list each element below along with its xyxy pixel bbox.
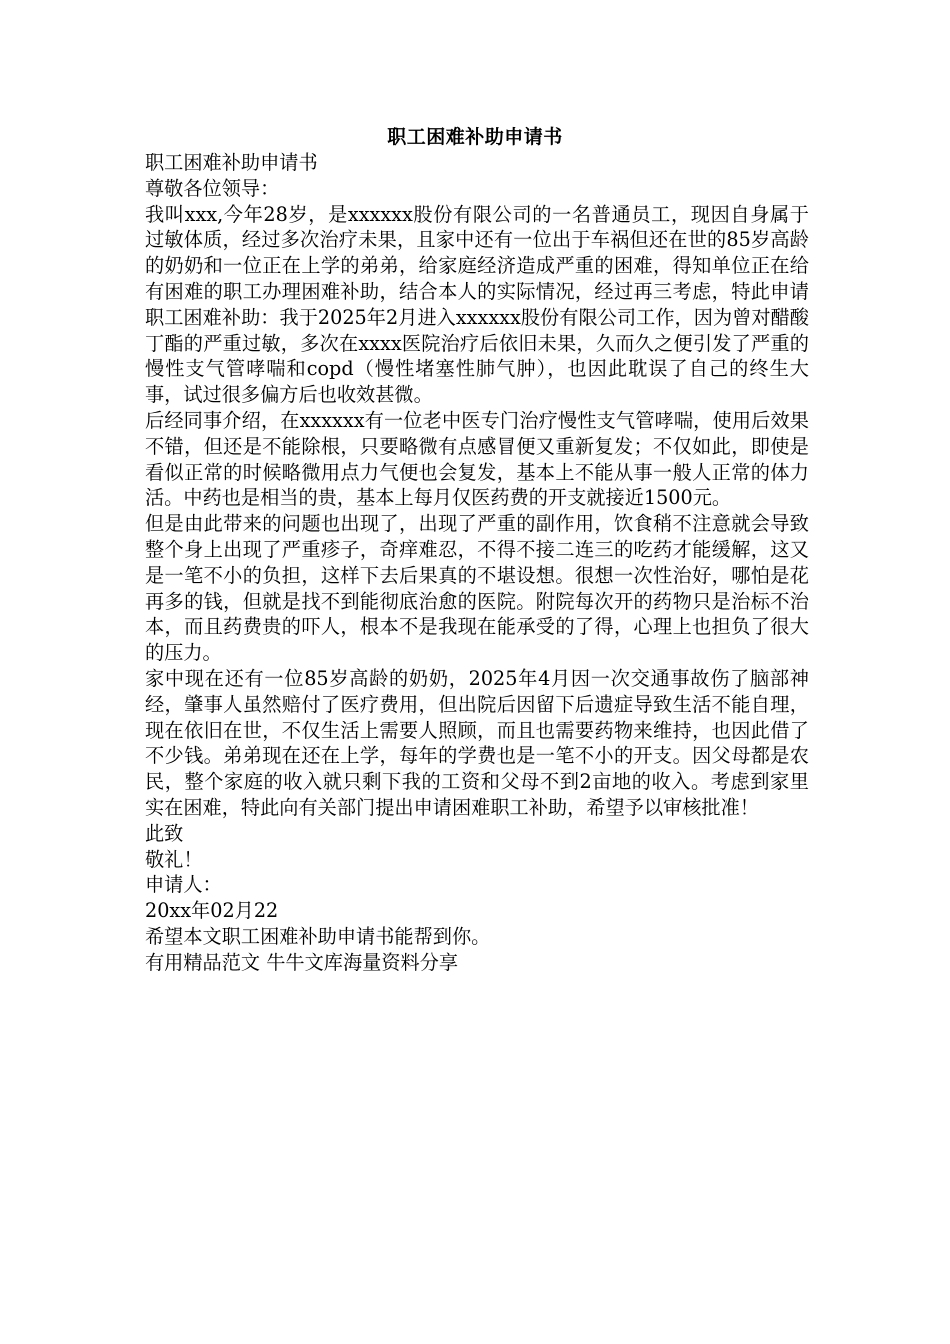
closing-cizhi: 此致 — [145, 821, 184, 845]
body-heading: 职工困难补助申请书 — [145, 151, 318, 174]
closing-jingli: 敬礼！ — [145, 847, 203, 871]
salutation: 尊敬各位领导： — [145, 176, 280, 200]
paragraph-family: 家中现在还有一位85岁高龄的奶奶，2025年4月因一次交通事故伤了脑部神经，肇事人虽然赔付了医疗费用，但出院后因留下后遗症导致生活不能自理，现在依旧在世，不仅生活上需要人照顾，而且也需要药物来维持，也因此借了不少钱。弟弟现在还在上学，每年的学费也是一笔不小的开支。因父母都是农民，整个家庭的收入就只剩下我的工资和父母不到2亩地的收入。考虑到家里实在困难，特此向有关部门提出申请困难职工补助，希望予以审核批准！ — [145, 666, 809, 819]
paragraph-background: 我叫xxx,今年28岁，是xxxxxx股份有限公司的一名普通员工，现因自身属于过敏体质，经过多次治疗未果，且家中还有一位出于车祸但还在世的85岁高龄的奶奶和一位正在上学的弟弟，给家庭经济造成严重的困难，得知单位正在给有困难的职工办理困难补助，结合本人的实际情况，经过再三考虑，特此申请职工困难补助：我于2025年2月进入xxxxxx股份有限公司工作，因为曾对醋酸丁酯的严重过敏，多次在xxxx医院治疗后依旧未果，久而久之便引发了严重的慢性支气管哮喘和copd（慢性堵塞性肺气肿），也因此耽误了自己的终生大事，试过很多偏方后也收效甚微。 — [145, 202, 809, 407]
footer-source: 有用精品范文 牛牛文库海量资料分享 — [145, 950, 459, 974]
paragraph-side-effects: 但是由此带来的问题也出现了，出现了严重的副作用，饮食稍不注意就会导致整个身上出现了严重疹子，奇痒难忍，不得不接二连三的吃药才能缓解，这又是一笔不小的负担，这样下去后果真的不堪设想。很想一次性治好，哪怕是花再多的钱，但就是找不到能彻底治愈的医院。附院每次开的药物只是治标不治本，而且药费贵的吓人，根本不是我现在能承受的了得，心理上也担负了很大的压力。 — [145, 512, 809, 665]
applicant-label: 申请人： — [145, 873, 222, 897]
document-title: 职工困难补助申请书 — [387, 126, 563, 148]
footer-note: 希望本文职工困难补助申请书能帮到你。 — [145, 924, 491, 948]
paragraph-treatment: 后经同事介绍，在xxxxxx有一位老中医专门治疗慢性支气管哮喘，使用后效果不错，但还是不能除根，只要略微有点感冒便又重新复发；不仅如此，即使是看似正常的时候略微用点力气便也会复发，基本上不能从事一般人正常的体力活。中药也是相当的贵，基本上每月仅医药费的开支就接近1500元。 — [145, 408, 809, 510]
document-body — [145, 150, 809, 976]
application-date: 20xx年02月22 — [145, 899, 279, 923]
